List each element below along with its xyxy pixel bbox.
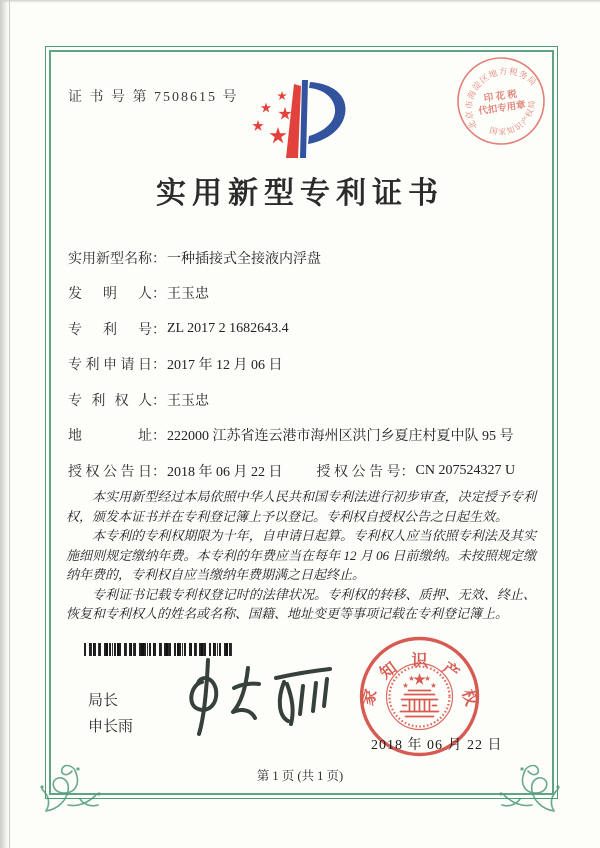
field-colon: ： <box>152 251 166 267</box>
field-label: 地址 <box>68 429 152 445</box>
field-value: 王玉忠 <box>167 393 209 409</box>
field-row-name <box>68 240 538 276</box>
field-colon: ： <box>152 393 166 409</box>
scan-edge-shadow <box>0 0 9 848</box>
field-label: 发明人 <box>68 287 152 303</box>
scan-edge-line <box>9 0 10 848</box>
field-colon: ： <box>152 429 166 445</box>
field-colon: ： <box>400 464 415 480</box>
field-value-grant-no: CN 207524327 U <box>415 462 516 478</box>
director-title: 局长 <box>88 692 119 709</box>
scan-edge-top <box>0 0 600 3</box>
field-value: 王玉忠 <box>167 287 209 303</box>
field-row-filing-date <box>68 347 538 383</box>
field-label: 专利申请日 <box>68 358 152 374</box>
field-label: 授权公告日 <box>68 464 152 480</box>
certificate-fields <box>68 240 538 489</box>
legal-paragraph: 本专利的专利权期限为十年，自申请日起算。专利权人应当依照专利法及其实施细则规定缴纳年费。本专利的年费应当在每年 12 月 06 日前缴纳。未按照规定缴纳年费的，专利权自应当缴纳年费期满之日起终止。 <box>66 528 536 582</box>
tax-stamp-arc-top: 北京市海淀区地方税务局 <box>463 65 540 131</box>
tax-stamp-center-line2: 代扣专用章 <box>477 100 527 118</box>
field-colon: ： <box>152 287 166 303</box>
field-row-patent-no <box>68 311 538 347</box>
tax-stamp-icon <box>452 52 550 150</box>
corner-flourish-icon <box>488 745 568 825</box>
field-label: 实用新型名称 <box>68 251 152 267</box>
corner-flourish-icon <box>32 745 112 825</box>
tax-stamp-center-line1: 印 花 税 <box>483 89 518 105</box>
field-value: 2018 年 06 月 22 日 <box>167 464 283 480</box>
field-colon: ： <box>152 358 166 374</box>
director-block <box>88 688 133 740</box>
field-label: 专利号 <box>68 322 152 338</box>
tax-stamp-arc-bottom: 国家知识产权局 <box>488 98 537 137</box>
field-row-inventor <box>68 276 538 312</box>
field-label: 专利权人 <box>68 393 152 409</box>
certificate-number: 证 书 号 第 7508615 号 <box>68 90 239 105</box>
field-label-grant-no: 授权公告号 <box>316 464 401 480</box>
page-number: 第 1 页 (共 1 页) <box>256 769 344 783</box>
field-value: ZL 2017 2 1682643.4 <box>167 320 289 336</box>
field-value: 222000 江苏省连云港市海州区洪门乡夏庄村夏中队 95 号 <box>167 429 514 445</box>
seal-date: 2018 年 06 月 22 日 <box>371 738 503 753</box>
field-value: 一种插接式全接液内浮盘 <box>167 251 321 267</box>
legal-paragraph: 专利证书记载专利权登记时的法律状况。专利权的转移、质押、无效、终止、恢复和专利权人的姓名或名称、国籍、地址变更等事项记载在专利登记簿上。 <box>66 586 536 621</box>
director-signature-icon <box>172 652 347 752</box>
legal-text <box>66 487 536 624</box>
national-emblem-icon <box>401 673 439 717</box>
director-name: 申长雨 <box>88 718 134 735</box>
seal-arc-text: 国家知识产权局 <box>359 652 480 708</box>
legal-paragraph: 本实用新型经过本局依照中华人民共和国专利法进行初步审查，决定授予专利权，颁发本证书并在专利登记簿上予以登记。专利权自授权公告之日起生效。 <box>66 489 536 524</box>
certificate-title: 实用新型专利证书 <box>156 177 444 210</box>
field-row-patentee <box>68 382 538 418</box>
field-value: 2017 年 12 月 06 日 <box>167 358 283 374</box>
cnipa-logo-icon <box>238 74 364 170</box>
field-row-address <box>68 418 538 454</box>
field-colon: ： <box>152 322 166 338</box>
field-row-grant-date <box>68 453 538 489</box>
field-colon: ： <box>152 464 166 480</box>
